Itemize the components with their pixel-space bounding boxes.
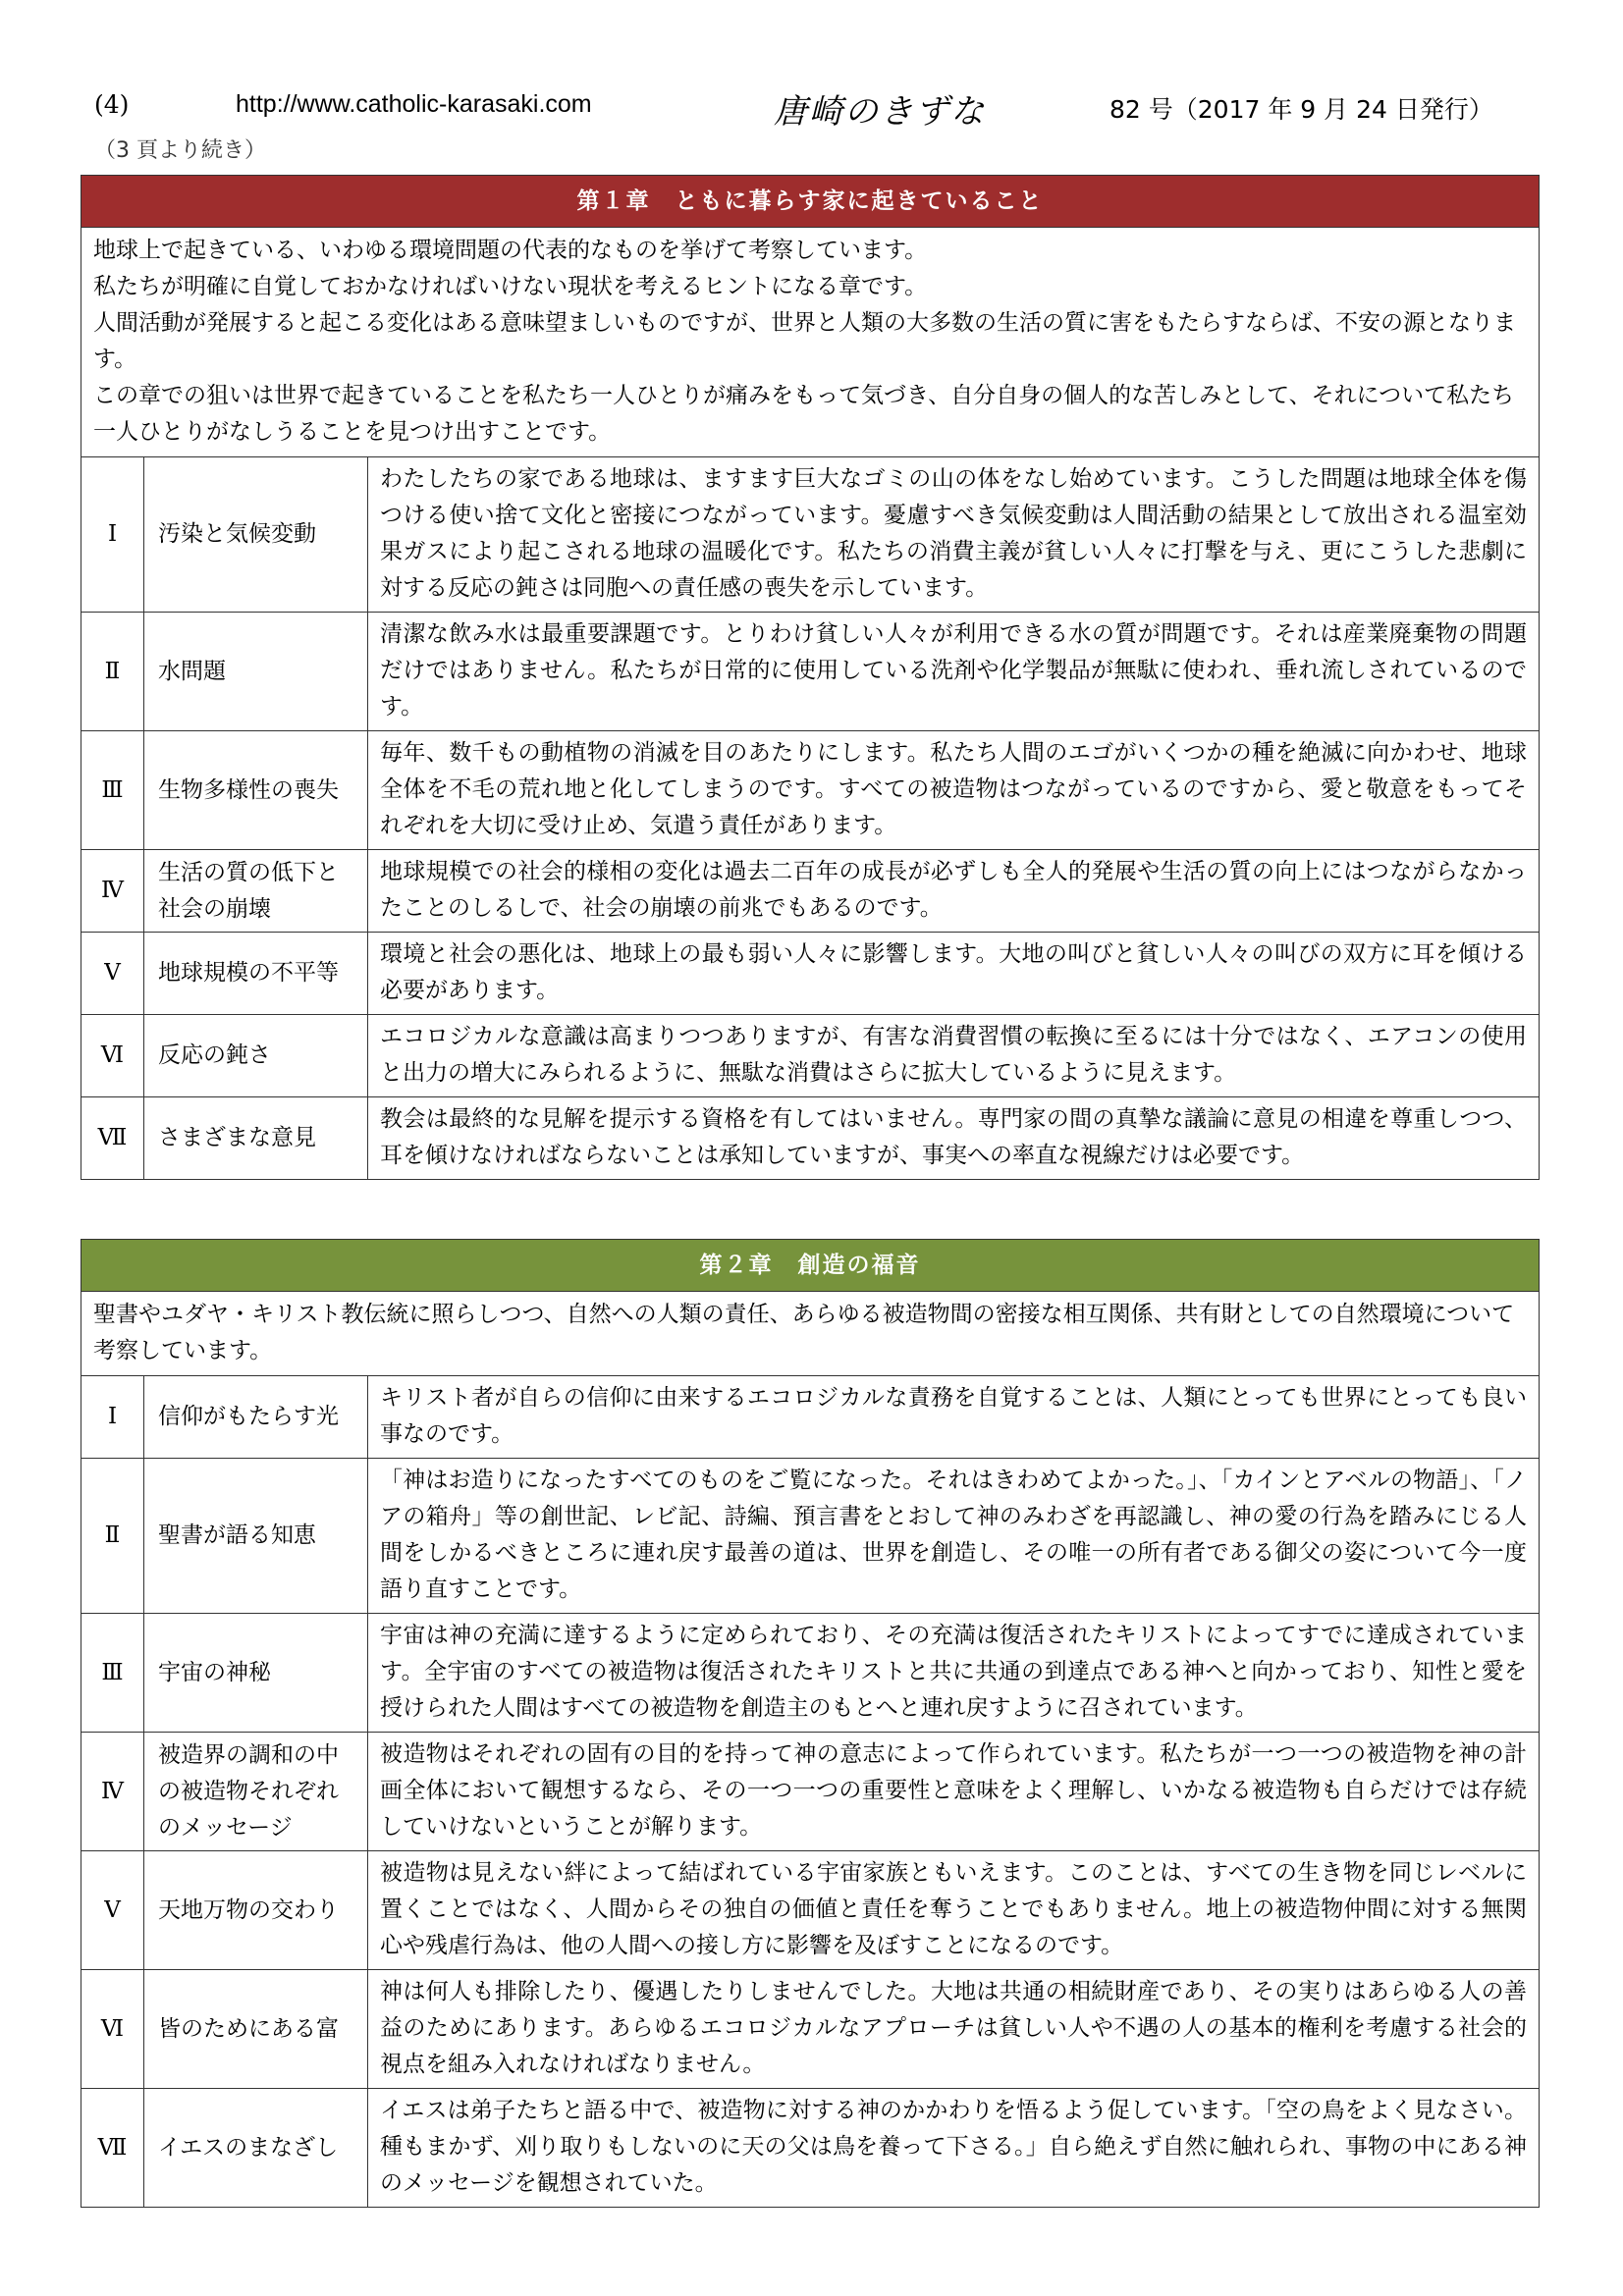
row-number: Ⅰ [81, 457, 144, 613]
page-header [0, 86, 1623, 132]
table-row [81, 1733, 1540, 1851]
row-number: Ⅵ [81, 1015, 144, 1097]
table-row [81, 1851, 1540, 1970]
row-number: Ⅲ [81, 1614, 144, 1733]
row-text: 毎年、数千もの動植物の消滅を目のあたりにします。私たち人間のエゴがいくつかの種を絶滅に向かわせ、地球全体を不毛の荒れ地と化してしまうのです。すべての被造物はつながっているのですから、愛と敬意をもってそれぞれを大切に受け止め、気遣う責任があります。 [368, 731, 1540, 850]
table-row [81, 457, 1540, 613]
intro-line: 私たちが明確に自覚しておかなければいけない現状を考えるヒントになる章です。 [93, 274, 928, 299]
row-text: 宇宙は神の充満に達するように定められており、その充満は復活されたキリストによってすでに達成されています。全宇宙のすべての被造物は復活されたキリストと共に共通の到達点である神へと向かっており、知性と愛を授けられた人間はすべての被造物を創造主のもとへと連れ戻すように召されています。 [368, 1614, 1540, 1733]
row-text: 環境と社会の悪化は、地球上の最も弱い人々に影響します。大地の叫びと貧しい人々の叫びの双方に耳を傾ける必要があります。 [368, 933, 1540, 1015]
table-row [81, 2089, 1540, 2208]
row-text: 地球規模での社会的様相の変化は過去二百年の成長が必ずしも全人的発展や生活の質の向上にはつながらなかったことのしるしで、社会の崩壊の前兆でもあるのです。 [368, 850, 1540, 933]
row-number: Ⅵ [81, 1970, 144, 2089]
chapter2-title-row [81, 1240, 1540, 1292]
row-text: イエスは弟子たちと語る中で、被造物に対する神のかかわりを悟るよう促しています。「空の鳥をよく見なさい。種もまかず、刈り取りもしないのに天の父は鳥を養って下さる。」自ら絶えず自然に触れられ、事物の中にある神のメッセージを観想されていた。 [368, 2089, 1540, 2208]
row-text: 教会は最終的な見解を提示する資格を有してはいません。専門家の間の真摯な議論に意見の相違を尊重しつつ、耳を傾けなければならないことは承知していますが、事実への率直な視線だけは必要です。 [368, 1097, 1540, 1180]
row-text: 被造物は見えない絆によって結ばれている宇宙家族ともいえます。このことは、すべての生き物を同じレベルに置くことではなく、人間からその独自の価値と責任を奪うことでもありません。地上の被造物仲間に対する無関心や残虐行為は、他の人間への接し方に影響を及ぼすことになるのです。 [368, 1851, 1540, 1970]
chapter2-intro [81, 1292, 1540, 1376]
row-topic: イエスのまなざし [144, 2089, 368, 2208]
row-topic: 生物多様性の喪失 [144, 731, 368, 850]
table-row [81, 1376, 1540, 1459]
table-row [81, 1614, 1540, 1733]
row-number: Ⅳ [81, 1733, 144, 1851]
chapter1-intro [81, 228, 1540, 457]
row-topic: 地球規模の不平等 [144, 933, 368, 1015]
row-number: Ⅰ [81, 1376, 144, 1459]
chapter2-title: 第２章 創造の福音 [81, 1240, 1540, 1292]
chapter1-table [81, 175, 1540, 1180]
row-number: Ⅴ [81, 1851, 144, 1970]
row-text: キリスト者が自らの信仰に由来するエコロジカルな責務を自覚することは、人類にとっても世界にとっても良い事なのです。 [368, 1376, 1540, 1459]
table-row [81, 850, 1540, 933]
row-topic: 汚染と気候変動 [144, 457, 368, 613]
row-text: 「神はお造りになったすべてのものをご覧になった。それはきわめてよかった。」、「カインとアベルの物語」、「ノアの箱舟」等の創世記、レビ記、詩編、預言書をとおして神のみわざを再認識し、神の愛の行為を踏みにじる人間をしかるべきところに連れ戻す最善の道は、世界を創造し、その唯一の所有者である御父の姿について今一度語り直すことです。 [368, 1459, 1540, 1614]
row-text: エコロジカルな意識は高まりつつありますが、有害な消費習慣の転換に至るには十分ではなく、エアコンの使用と出力の増大にみられるように、無駄な消費はさらに拡大しているように見えます。 [368, 1015, 1540, 1097]
page-number: (4) [94, 90, 130, 119]
row-topic: さまざまな意見 [144, 1097, 368, 1180]
intro-line: 地球上で起きている、いわゆる環境問題の代表的なものを挙げて考察しています。 [93, 238, 928, 263]
row-topic: 水問題 [144, 613, 368, 731]
row-topic: 被造界の調和の中の被造物それぞれのメッセージ [144, 1733, 368, 1851]
table-row [81, 613, 1540, 731]
table-row [81, 1459, 1540, 1614]
newsletter-logo: 唐崎のきずな [774, 92, 986, 132]
row-text: わたしたちの家である地球は、ますます巨大なゴミの山の体をなし始めています。こうした問題は地球全体を傷つける使い捨て文化と密接につながっています。憂慮すべき気候変動は人間活動の結果として放出される温室効果ガスにより起こされる地球の温暖化です。私たちの消費主義が貧しい人々に打撃を与え、更にこうした悲劇に対する反応の鈍さは同胞への責任感の喪失を示しています。 [368, 457, 1540, 613]
row-topic: 信仰がもたらす光 [144, 1376, 368, 1459]
table-row [81, 1097, 1540, 1180]
row-number: Ⅱ [81, 1459, 144, 1614]
row-topic: 天地万物の交わり [144, 1851, 368, 1970]
row-number: Ⅶ [81, 1097, 144, 1180]
chapter2-intro-row [81, 1292, 1540, 1376]
row-topic: 皆のためにある富 [144, 1970, 368, 2089]
row-number: Ⅶ [81, 2089, 144, 2208]
table-row [81, 1970, 1540, 2089]
row-topic: 宇宙の神秘 [144, 1614, 368, 1733]
row-topic: 反応の鈍さ [144, 1015, 368, 1097]
continued-note: （3 頁より続き） [94, 138, 266, 163]
intro-line: 人間活動が発展すると起こる変化はある意味望ましいものですが、世界と人類の大多数の生活の質に害をもたらすならば、不安の源となります。 [93, 310, 1516, 372]
intro-line: この章での狙いは世界で起きていることを私たち一人ひとりが痛みをもって気づき、自分自身の個人的な苦しみとして、それについて私たち一人ひとりがなしうることを見つけ出すことです。 [93, 383, 1515, 445]
row-text: 清潔な飲み水は最重要課題です。とりわけ貧しい人々が利用できる水の質が問題です。それは産業廃棄物の問題だけではありません。私たちが日常的に使用している洗剤や化学製品が無駄に使われ、垂れ流しされているのです。 [368, 613, 1540, 731]
table-row [81, 1015, 1540, 1097]
intro-line: 聖書やユダヤ・キリスト教伝統に照らしつつ、自然への人類の責任、あらゆる被造物間の密接な相互関係、共有財としての自然環境について考察しています。 [93, 1302, 1515, 1363]
row-number: Ⅴ [81, 933, 144, 1015]
row-topic: 生活の質の低下と社会の崩壊 [144, 850, 368, 933]
table-row [81, 933, 1540, 1015]
chapter1-intro-row [81, 228, 1540, 457]
row-text: 神は何人も排除したり、優遇したりしませんでした。大地は共通の相続財産であり、その実りはあらゆる人の善益のためにあります。あらゆるエコロジカルなアプローチは貧しい人や不遇の人の基本的権利を考慮する社会的視点を組み入れなければなりません。 [368, 1970, 1540, 2089]
row-text: 被造物はそれぞれの固有の目的を持って神の意志によって作られています。私たちが一つ一つの被造物を神の計画全体において観想するなら、その一つ一つの重要性と意味をよく理解し、いかなる被造物も自らだけでは存続していけないということが解ります。 [368, 1733, 1540, 1851]
chapter1-title-row [81, 176, 1540, 228]
row-number: Ⅲ [81, 731, 144, 850]
row-number: Ⅳ [81, 850, 144, 933]
chapter1-title: 第１章 ともに暮らす家に起きていること [81, 176, 1540, 228]
site-url-link[interactable]: http://www.catholic-karasaki.com [236, 90, 592, 118]
row-number: Ⅱ [81, 613, 144, 731]
chapter2-table [81, 1239, 1540, 2208]
table-row [81, 731, 1540, 850]
issue-info: 82 号（2017 年 9 月 24 日発行） [1109, 95, 1493, 124]
row-topic: 聖書が語る知恵 [144, 1459, 368, 1614]
